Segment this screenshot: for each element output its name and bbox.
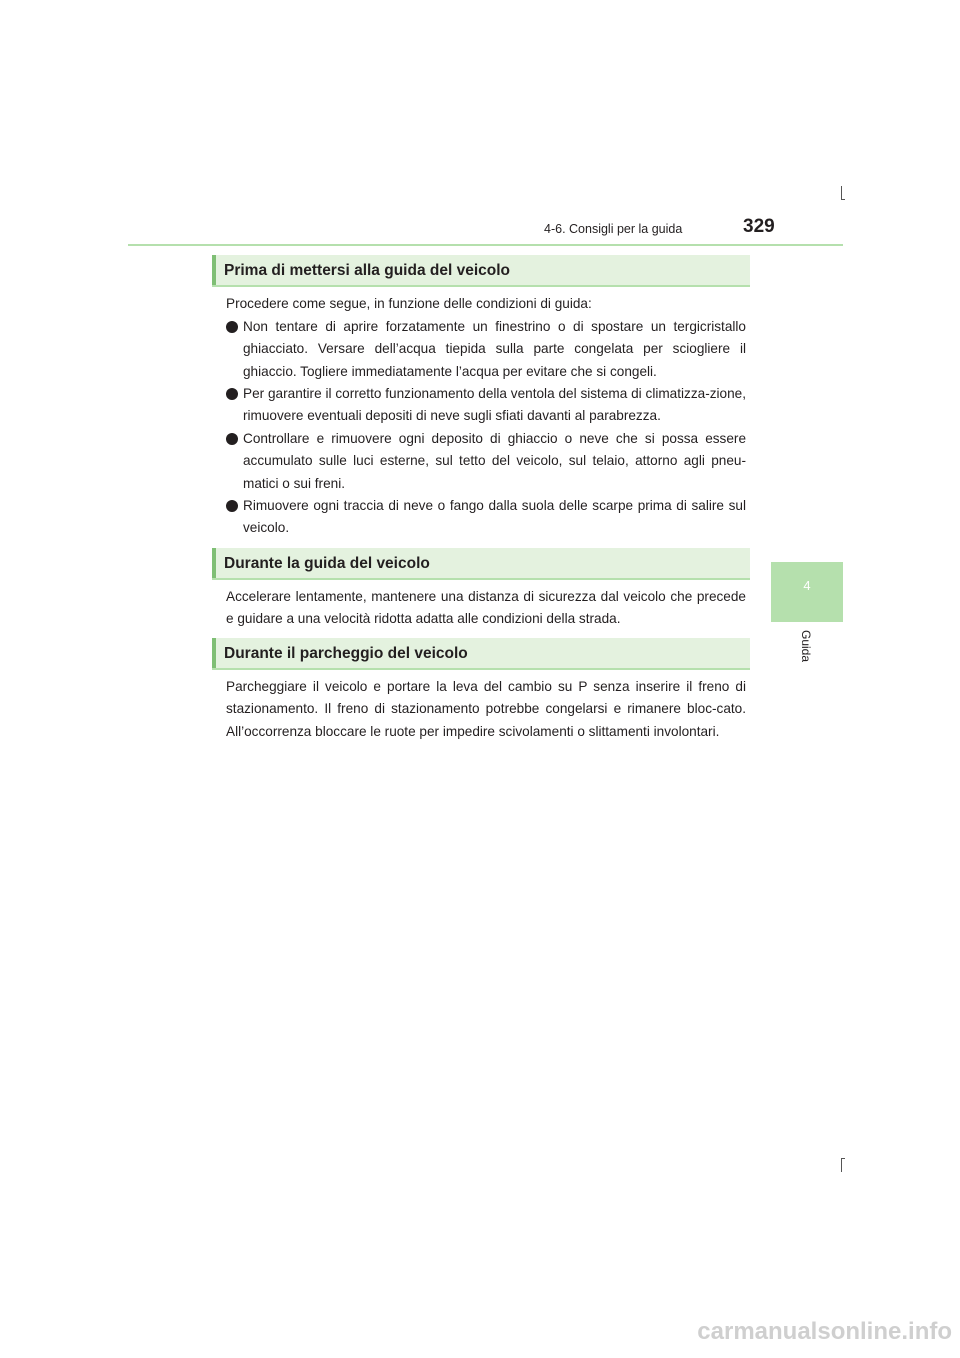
section-intro: Procedere come segue, in funzione delle condizioni di guida:: [226, 296, 592, 311]
list-item-text: Per garantire il corretto funzionamento della ventola del sistema di climatizza-zione, rimuovere eventuali depositi di neve sugli sfiati davanti al parabrezza.: [243, 386, 746, 424]
page-number: 329: [743, 216, 775, 237]
chapter-tab-label: Guida: [799, 630, 813, 663]
section-title: Durante il parcheggio del veicolo: [224, 645, 468, 662]
crop-mark-bottom: [841, 1158, 842, 1172]
list-item: [226, 495, 746, 540]
section-heading-parking: [212, 638, 750, 670]
running-header-section: 4-6. Consigli per la guida: [544, 222, 683, 236]
watermark: [640, 1300, 960, 1358]
chapter-tab-number: 4: [803, 578, 811, 593]
crop-mark-top-foot: [841, 199, 845, 200]
bullet-icon: [226, 500, 238, 512]
section-title: Prima di mettersi alla guida del veicolo: [224, 262, 510, 279]
section-heading-before-driving: [212, 255, 750, 287]
list-item-text: Non tentare di aprire forzatamente un finestrino o di spostare un tergicristallo ghiacciato. Versare dell’acqua tiepida sulla parte congelata per sciogliere il ghiaccio. Togliere immediatamente l’acqua per evitare che si congeli.: [243, 319, 746, 379]
list-item: [226, 316, 746, 383]
list-item: [226, 383, 746, 428]
header-rule: [128, 244, 843, 246]
bullet-icon: [226, 388, 238, 400]
section-heading-while-driving: [212, 548, 750, 580]
section-body: Accelerare lentamente, mantenere una distanza di sicurezza dal veicolo che precede e guidare a una velocità ridotta adatta alle condizioni della strada.: [226, 589, 746, 627]
chapter-tab: [771, 562, 843, 622]
crop-mark-top: [841, 186, 842, 200]
section-title: Durante la guida del veicolo: [224, 555, 430, 572]
bullet-icon: [226, 433, 238, 445]
bullet-icon: [226, 321, 238, 333]
watermark-text: carmanualsonline.info: [697, 1318, 952, 1345]
section-body: Parcheggiare il veicolo e portare la leva del cambio su P senza inserire il freno di stazionamento. Il freno di stazionamento potrebbe congelarsi e rimanere bloc-cato. All’occorrenza bloccare le ruote per impedire scivolamenti o slittamenti involontari.: [226, 679, 746, 739]
list-item: [226, 428, 746, 495]
list-item-text: Rimuovere ogni traccia di neve o fango dalla suola delle scarpe prima di salire sul veicolo.: [243, 498, 746, 536]
crop-mark-bottom-foot: [841, 1158, 845, 1159]
list-item-text: Controllare e rimuovere ogni deposito di ghiaccio o neve che si possa essere accumulato sulle luci esterne, sul tetto del veicolo, sul telaio, attorno agli pneu-matici o sui freni.: [243, 431, 746, 491]
